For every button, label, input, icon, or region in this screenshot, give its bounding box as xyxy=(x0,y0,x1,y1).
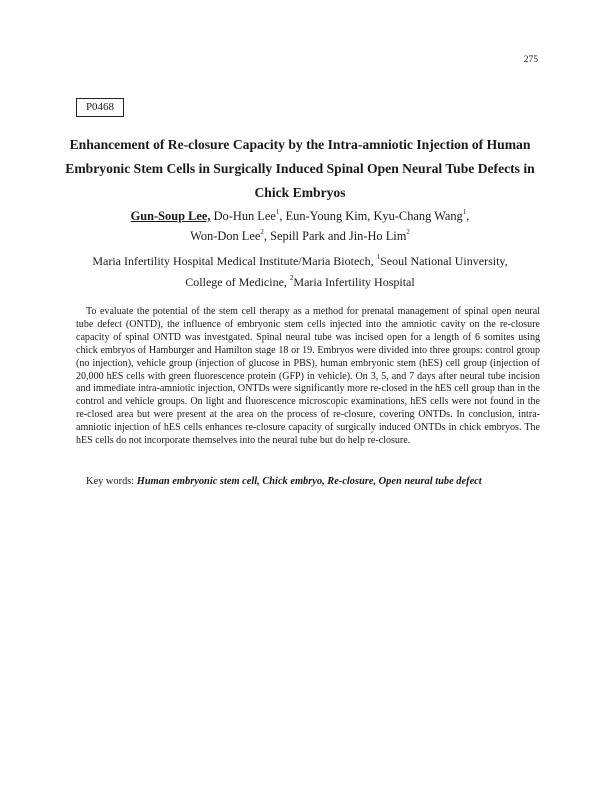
affiliation-text: Seoul National Uinversity, xyxy=(380,254,508,268)
affiliation-text: College of Medicine, xyxy=(185,275,290,289)
author-text: Do-Hun Lee xyxy=(210,209,276,223)
keywords-terms: Human embryonic stem cell, Chick embryo, Re-closure, Open neural tube defect xyxy=(136,476,482,487)
abstract-code: P0468 xyxy=(76,98,124,117)
author-superscript: 1 xyxy=(275,207,280,216)
author-text: Won-Don Lee xyxy=(190,229,261,243)
affiliation-block xyxy=(60,251,540,293)
author-superscript: 1 xyxy=(462,207,467,216)
author-text: , Eun-Young Kim, Kyu-Chang Wang xyxy=(279,209,463,223)
affiliation-text: Maria Infertility Hospital xyxy=(293,275,415,289)
author-list xyxy=(60,206,540,246)
author-superscript: 2 xyxy=(406,227,410,236)
affiliation-text: Maria Infertility Hospital Medical Institute/Maria Biotech, xyxy=(92,254,377,268)
affiliation-superscript: 2 xyxy=(289,274,294,282)
presenting-author: Gun-Soup Lee, xyxy=(130,209,211,223)
abstract-body: To evaluate the potential of the stem cell therapy as a method for prenatal management of spinal open neural tube defect (ONTD), the influence of embryonic stem cells injected into the amniotic cavity on the re-closure capacity of spinal ONTD was investgated. Spinal neural tube was incised open for a length of 6 somites using chick embryos of Hamburger and Hamilton stage 18 or 19. Embryos were divided into three groups: control group (no injection), vehicle group (injection of glucose in PBS), human embryonic stem (hES) cell group (injection of 20,000 hES cells with green fluorescence protein (GFP) in vehicle). On 3, 5, and 7 days after neural tube incision and immediate intra-amniotic injection, ONTDs were significantly more re-closed in the hES cell group than in the control and vehicle groups. On light and fluorescence microscopic examinations, hES cells were not found in the re-closed area but were present at the area on the process of re-closure, covering ONTDs. In conclusion, intra-amniotic injection of hES cells enhances re-closure capacity of surgically induced ONTDs in chick embryos. The hES cells do not incorporate themselves into the neural tube but do help re-closure. xyxy=(76,306,540,447)
page-number: 275 xyxy=(523,55,538,65)
affiliation-superscript: 1 xyxy=(376,253,381,261)
author-text: , xyxy=(466,209,470,223)
author-text: , Sepill Park and Jin-Ho Lim xyxy=(263,229,407,243)
paper-title: Enhancement of Re-closure Capacity by the Intra-amniotic Injection of Human Embryonic Stem Cells in Surgically Induced Spinal Open Neural Tube Defects in Chick Embryos xyxy=(65,137,535,200)
author-superscript: 2 xyxy=(260,227,264,236)
keywords-line xyxy=(86,475,546,488)
keywords-label: Key words: xyxy=(86,476,137,487)
